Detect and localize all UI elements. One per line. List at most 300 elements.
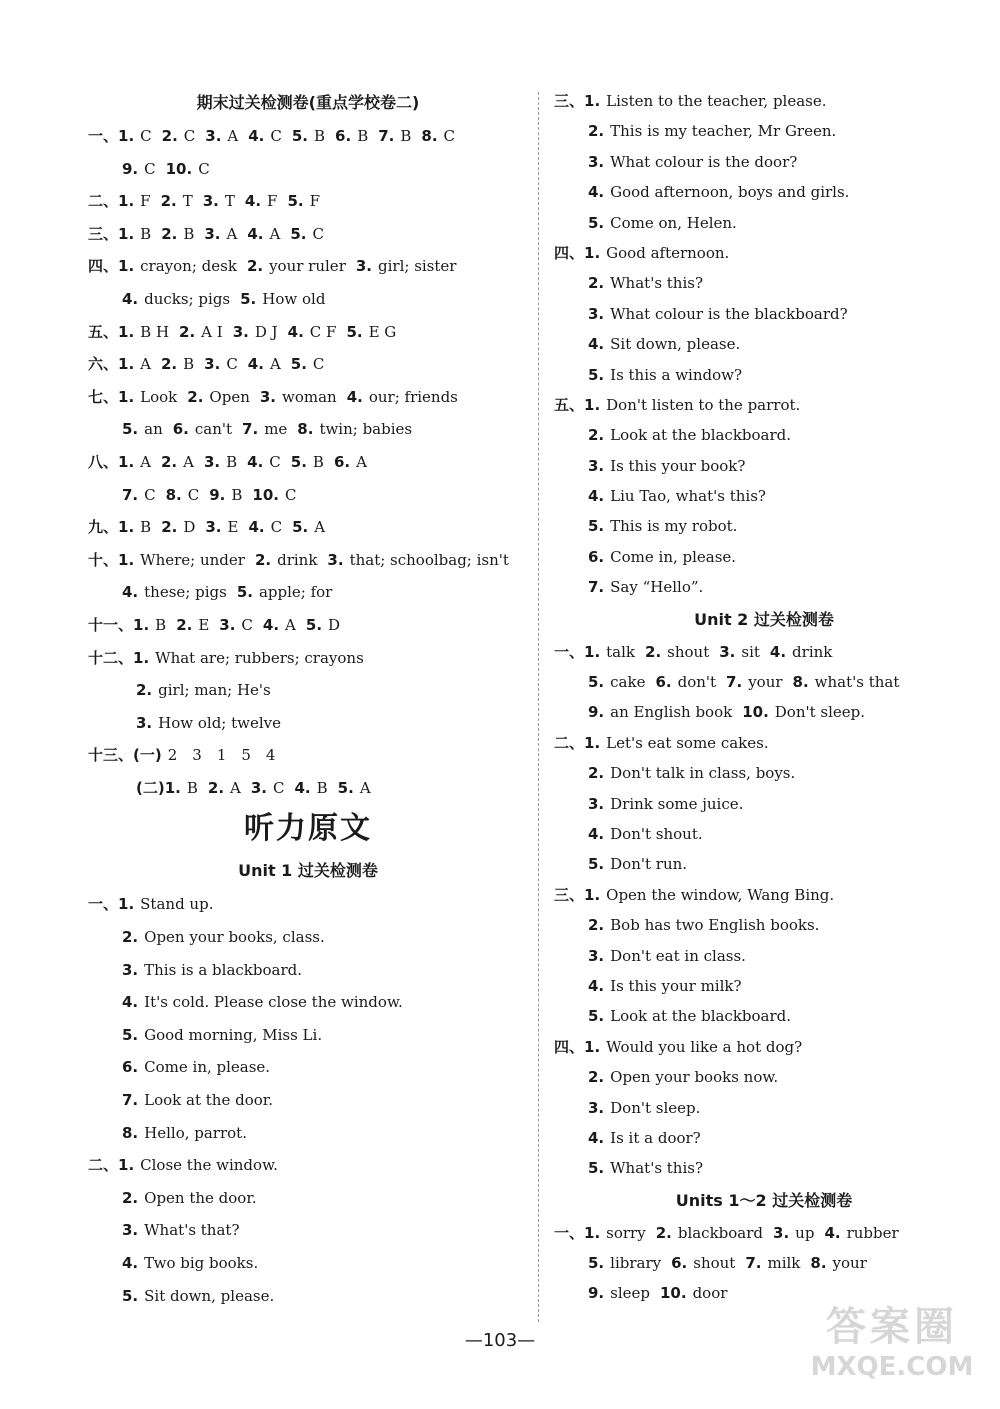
answer-row — [554, 910, 974, 940]
item-number: 4. — [824, 1223, 841, 1242]
answer-row — [88, 348, 528, 381]
item-number: 5. — [588, 673, 605, 692]
answer-item — [588, 764, 795, 782]
answer-item — [118, 323, 169, 341]
answer-item — [660, 1284, 727, 1302]
item-number: 5. — [588, 855, 605, 874]
item-answer: Hello, parrot. — [144, 1123, 247, 1142]
answer-item — [247, 453, 281, 471]
answer-item — [588, 214, 737, 232]
item-answer: D — [328, 615, 341, 634]
item-number: 1. — [584, 1223, 601, 1242]
item-answer: your — [748, 673, 783, 692]
answer-item — [251, 779, 285, 797]
answer-row — [554, 697, 974, 727]
answer-item — [588, 366, 742, 384]
item-answer: sorry — [606, 1223, 646, 1242]
answer-row — [88, 479, 528, 512]
section-number: 四、 — [554, 243, 585, 262]
item-answer: C — [285, 485, 297, 504]
item-number: 2. — [122, 928, 139, 947]
answer-row — [88, 511, 528, 544]
section-number: 二、 — [88, 192, 119, 211]
item-answer: Where; under — [140, 550, 245, 569]
answer-item — [208, 779, 241, 797]
item-answer: Don't listen to the parrot. — [606, 395, 801, 414]
answer-item — [588, 825, 703, 843]
item-number: 4. — [346, 387, 363, 406]
item-answer: ducks; pigs — [144, 289, 231, 308]
answer-item — [248, 127, 282, 145]
answer-item — [291, 355, 325, 373]
item-number: 2. — [187, 387, 204, 406]
answer-item — [161, 225, 194, 243]
item-answer: an English book — [610, 703, 733, 722]
item-answer: F — [267, 192, 278, 211]
answer-row — [88, 986, 528, 1019]
answer-item — [166, 160, 210, 178]
watermark-text: 答案圈 — [826, 1304, 958, 1350]
item-answer: It's cold. Please close the window. — [144, 993, 403, 1012]
answer-item — [255, 551, 317, 569]
item-number: 3. — [588, 946, 605, 965]
section-number: 十、 — [88, 550, 119, 569]
item-number: 3. — [202, 192, 219, 211]
item-number: 4. — [248, 127, 265, 145]
unit1-scripts — [88, 888, 528, 1312]
item-number: (二)1. — [136, 778, 181, 797]
answer-row — [88, 1182, 528, 1215]
item-answer: Open — [209, 387, 250, 406]
left-column — [88, 86, 528, 1312]
answer-row — [554, 1062, 974, 1092]
answer-item — [793, 673, 900, 691]
answer-item — [588, 122, 836, 140]
answer-item — [166, 486, 200, 504]
answer-item — [588, 795, 743, 813]
answer-item — [173, 420, 232, 438]
item-number: 2. — [207, 778, 225, 797]
item-answer: door — [692, 1284, 728, 1303]
item-number: 8. — [297, 420, 314, 439]
item-answer: B — [316, 778, 328, 797]
answer-row — [88, 954, 528, 987]
answer-row — [554, 116, 974, 146]
page-number: —103— — [464, 1330, 536, 1351]
answer-item — [118, 257, 237, 275]
item-number: 5. — [337, 778, 354, 797]
answer-item — [335, 127, 368, 145]
answer-item — [588, 1129, 701, 1147]
item-number: 9. — [122, 159, 139, 178]
answer-item — [297, 420, 412, 438]
answer-item — [588, 517, 737, 535]
item-number: 1. — [584, 885, 601, 904]
item-number: 4. — [248, 518, 265, 537]
answer-row — [554, 758, 974, 788]
item-number: 1. — [118, 355, 135, 374]
item-number: 3. — [259, 387, 276, 406]
answer-item — [588, 977, 742, 995]
item-number: (一) — [133, 746, 162, 765]
item-answer: Don't talk in class, boys. — [610, 764, 796, 783]
item-answer: twin; babies — [319, 420, 413, 439]
answer-item — [179, 323, 223, 341]
item-number: 1. — [118, 1156, 135, 1175]
item-answer: What are; rubbers; crayons — [155, 648, 364, 667]
answer-item — [588, 578, 703, 596]
item-number: 1. — [118, 895, 135, 914]
section-number: 八、 — [88, 452, 119, 471]
item-number: 2. — [655, 1223, 672, 1242]
answer-item — [810, 1254, 866, 1272]
item-number: 1. — [118, 322, 135, 341]
answer-item — [584, 244, 729, 262]
item-number: 2. — [161, 452, 178, 471]
answer-row — [88, 316, 528, 349]
item-answer: Look at the blackboard. — [610, 1007, 792, 1026]
item-answer: T — [224, 192, 235, 211]
answer-item — [161, 355, 194, 373]
answer-item — [287, 192, 320, 210]
item-number: 7. — [745, 1254, 762, 1273]
answer-row — [554, 1153, 974, 1183]
item-number: 1. — [118, 127, 135, 145]
item-number: 5. — [305, 615, 323, 634]
item-answer: Don't sleep. — [610, 1098, 701, 1117]
item-number: 3. — [205, 518, 222, 537]
item-number: 5. — [588, 517, 605, 536]
item-number: 7. — [378, 127, 395, 145]
answer-item — [118, 551, 245, 569]
item-number: 1. — [118, 518, 135, 537]
item-number: 3. — [136, 713, 153, 732]
answer-row — [554, 1032, 974, 1062]
item-answer: A — [314, 518, 326, 537]
item-answer: girl; sister — [378, 257, 457, 276]
answer-row — [88, 921, 528, 954]
item-answer: Is this your milk? — [610, 976, 742, 995]
item-number: 6. — [655, 673, 672, 692]
answer-row — [88, 250, 528, 283]
answer-row — [554, 572, 974, 602]
item-answer: C — [443, 127, 456, 145]
watermark-logo — [792, 1295, 992, 1405]
item-number: 2. — [176, 615, 193, 634]
answer-row — [554, 1123, 974, 1153]
answer-item — [122, 961, 302, 979]
answer-item — [176, 616, 209, 634]
answer-item — [263, 616, 296, 634]
item-number: 3. — [203, 452, 221, 471]
answer-item — [824, 1224, 898, 1242]
answer-item — [655, 673, 716, 691]
answer-row — [554, 390, 974, 420]
item-answer: What's this? — [610, 274, 704, 293]
item-answer: What colour is the blackboard? — [610, 304, 848, 323]
answer-row — [554, 299, 974, 329]
item-number: 2. — [122, 1188, 139, 1207]
item-answer: B — [357, 127, 369, 145]
item-number: 1. — [118, 550, 135, 569]
answer-item — [584, 886, 834, 904]
item-answer: Say “Hello”. — [610, 578, 704, 597]
answer-item — [118, 127, 152, 145]
item-number: 2. — [160, 192, 177, 211]
item-number: 2. — [246, 257, 264, 276]
answer-row — [88, 772, 528, 805]
answer-item — [338, 779, 371, 797]
item-answer: drink — [277, 550, 318, 569]
item-number: 5. — [291, 127, 309, 145]
item-number: 3. — [204, 355, 221, 374]
item-number: 8. — [792, 673, 809, 692]
answer-item — [588, 1099, 700, 1117]
item-number: 5. — [588, 213, 605, 232]
answer-item — [203, 192, 235, 210]
section-number: 四、 — [88, 257, 119, 276]
answer-item — [209, 486, 242, 504]
item-answer: B — [140, 224, 152, 243]
item-answer: can't — [194, 420, 233, 439]
item-number: 4. — [769, 642, 787, 661]
item-number: 9. — [209, 485, 226, 504]
answer-row — [554, 360, 974, 390]
answer-item — [584, 396, 800, 414]
item-answer: C — [140, 127, 152, 145]
answer-item — [122, 993, 403, 1011]
unit1-scripts-continued — [554, 86, 974, 603]
item-answer: 2 3 1 5 4 — [167, 746, 276, 765]
answer-row — [554, 451, 974, 481]
item-answer: B — [231, 485, 243, 504]
item-answer: C — [270, 518, 283, 537]
answer-item — [136, 714, 281, 732]
item-number: 1. — [118, 257, 135, 276]
answer-row — [88, 120, 528, 153]
item-number: 6. — [335, 127, 352, 145]
item-answer: B — [314, 127, 326, 145]
answer-row — [554, 849, 974, 879]
answer-row — [554, 177, 974, 207]
item-number: 4. — [247, 452, 264, 471]
item-number: 2. — [588, 1068, 605, 1087]
item-number: 8. — [165, 485, 182, 504]
item-answer: Is this your book? — [610, 456, 746, 475]
item-number: 5. — [290, 452, 307, 471]
item-answer: Liu Tao, what's this? — [610, 487, 766, 506]
item-number: 3. — [773, 1223, 790, 1242]
answer-item — [247, 257, 346, 275]
section-number: 三、 — [554, 885, 585, 904]
item-number: 2. — [588, 426, 605, 445]
section-number: 三、 — [554, 92, 585, 110]
item-answer: your ruler — [269, 257, 346, 276]
final-exam-answers — [88, 120, 528, 804]
item-answer: A I — [201, 322, 223, 341]
answer-item — [161, 518, 195, 536]
answer-item — [122, 290, 230, 308]
item-number: 5. — [236, 583, 253, 602]
item-answer: E G — [368, 322, 397, 341]
answer-row — [88, 1247, 528, 1280]
item-answer: C — [312, 224, 324, 243]
answer-row — [554, 941, 974, 971]
item-answer: shout — [693, 1254, 736, 1273]
answer-item — [122, 160, 156, 178]
item-number: 1. — [584, 92, 601, 110]
item-number: 2. — [161, 518, 178, 537]
item-number: 3. — [250, 778, 268, 797]
item-answer: C — [269, 452, 281, 471]
item-answer: Don't sleep. — [774, 703, 866, 722]
item-number: 1. — [118, 224, 135, 243]
item-number: 5. — [290, 224, 307, 243]
item-number: 1. — [584, 733, 601, 752]
answer-row — [88, 1117, 528, 1150]
answer-item — [584, 1038, 802, 1056]
item-answer: sit — [741, 642, 760, 661]
item-answer: apple; for — [258, 583, 333, 602]
answer-item — [588, 916, 819, 934]
item-number: 8. — [810, 1254, 827, 1273]
item-answer: Open your books now. — [610, 1068, 779, 1087]
item-number: 5. — [346, 322, 363, 341]
answer-item — [248, 355, 281, 373]
item-number: 3. — [588, 152, 605, 171]
answer-row — [554, 86, 974, 116]
item-number: 7. — [588, 578, 605, 597]
item-answer: Sit down, please. — [144, 1286, 275, 1305]
answer-item — [133, 649, 364, 667]
item-number: 2. — [588, 916, 605, 935]
answer-row — [88, 739, 528, 772]
answer-item — [588, 305, 848, 323]
answer-item — [187, 388, 250, 406]
column-divider — [538, 92, 539, 1322]
watermark-url: MXQE.COM — [810, 1352, 974, 1382]
answer-item — [306, 616, 340, 634]
item-answer: milk — [767, 1254, 801, 1273]
section-number: 四、 — [554, 1037, 585, 1056]
answer-item — [292, 127, 325, 145]
answer-item — [204, 355, 238, 373]
answer-item — [133, 616, 166, 634]
answer-row — [88, 185, 528, 218]
answer-item — [588, 153, 797, 171]
answer-item — [588, 335, 740, 353]
item-answer: Good afternoon, boys and girls. — [610, 183, 850, 202]
item-number: 5. — [588, 1159, 605, 1178]
answer-item — [742, 703, 865, 721]
item-number: 4. — [122, 289, 139, 308]
answer-row — [88, 446, 528, 479]
item-answer: an — [144, 420, 163, 439]
answer-row — [88, 1214, 528, 1247]
item-number: 1. — [584, 1037, 601, 1056]
item-answer: A — [269, 224, 281, 243]
item-number: 5. — [240, 289, 257, 308]
item-number: 4. — [247, 224, 264, 243]
section-number: 二、 — [88, 1156, 119, 1175]
section-number: 十二、 — [88, 648, 134, 667]
answer-row — [88, 609, 528, 642]
answer-row — [554, 667, 974, 697]
item-number: 8. — [421, 127, 438, 145]
answer-item — [118, 1156, 278, 1174]
item-answer: library — [610, 1254, 662, 1273]
section-number: 五、 — [554, 395, 585, 414]
item-number: 1. — [584, 642, 601, 661]
answer-item — [346, 323, 396, 341]
item-answer: Look at the blackboard. — [610, 426, 792, 445]
item-answer: Don't run. — [610, 855, 688, 874]
answer-row — [554, 481, 974, 511]
item-answer: F — [140, 192, 151, 211]
item-number: 1. — [133, 648, 150, 667]
answer-row — [88, 413, 528, 446]
item-number: 4. — [122, 993, 139, 1012]
item-number: 4. — [588, 335, 605, 354]
item-number: 4. — [588, 824, 605, 843]
answer-item — [161, 192, 193, 210]
answer-item — [122, 1287, 274, 1305]
item-number: 5. — [292, 518, 309, 537]
answer-item — [773, 1224, 814, 1242]
answer-item — [122, 928, 325, 946]
item-number: 6. — [122, 1058, 139, 1077]
item-answer: D — [183, 518, 196, 537]
item-answer: E — [198, 615, 210, 634]
section-number: 三、 — [88, 224, 119, 243]
answer-item — [122, 1189, 257, 1207]
item-answer: cake — [610, 673, 646, 692]
section-number: 九、 — [88, 518, 119, 537]
answer-item — [588, 426, 791, 444]
item-answer: your — [832, 1254, 867, 1273]
section-number: 一、 — [88, 127, 119, 145]
item-number: 2. — [588, 122, 605, 141]
listening-scripts-heading: 听力原文 — [244, 811, 372, 847]
item-answer: what's that — [814, 673, 900, 692]
item-number: 2. — [588, 764, 605, 783]
right-column — [554, 86, 974, 1309]
section-number: 十三、 — [88, 746, 134, 765]
item-answer: Don't shout. — [610, 824, 703, 843]
answer-item — [240, 290, 325, 308]
answer-row — [88, 1084, 528, 1117]
answer-row — [554, 728, 974, 758]
section-number: 二、 — [554, 733, 585, 752]
answer-item — [118, 225, 151, 243]
answer-item — [588, 1254, 661, 1272]
answer-item — [248, 518, 282, 536]
item-number: 2. — [254, 550, 272, 569]
answer-row — [88, 381, 528, 414]
item-answer: Open the door. — [144, 1188, 257, 1207]
item-answer: C — [183, 127, 196, 145]
answer-row — [88, 674, 528, 707]
item-answer: Come on, Helen. — [610, 213, 737, 232]
item-answer: A — [140, 452, 151, 471]
section-title-unit2: Unit 2 过关检测卷 — [694, 609, 834, 629]
item-answer: sleep — [610, 1284, 650, 1303]
item-number: 5. — [588, 1007, 605, 1026]
answer-row — [554, 420, 974, 450]
item-number: 2. — [161, 355, 178, 374]
answer-item — [122, 1026, 322, 1044]
answer-item — [356, 257, 457, 275]
